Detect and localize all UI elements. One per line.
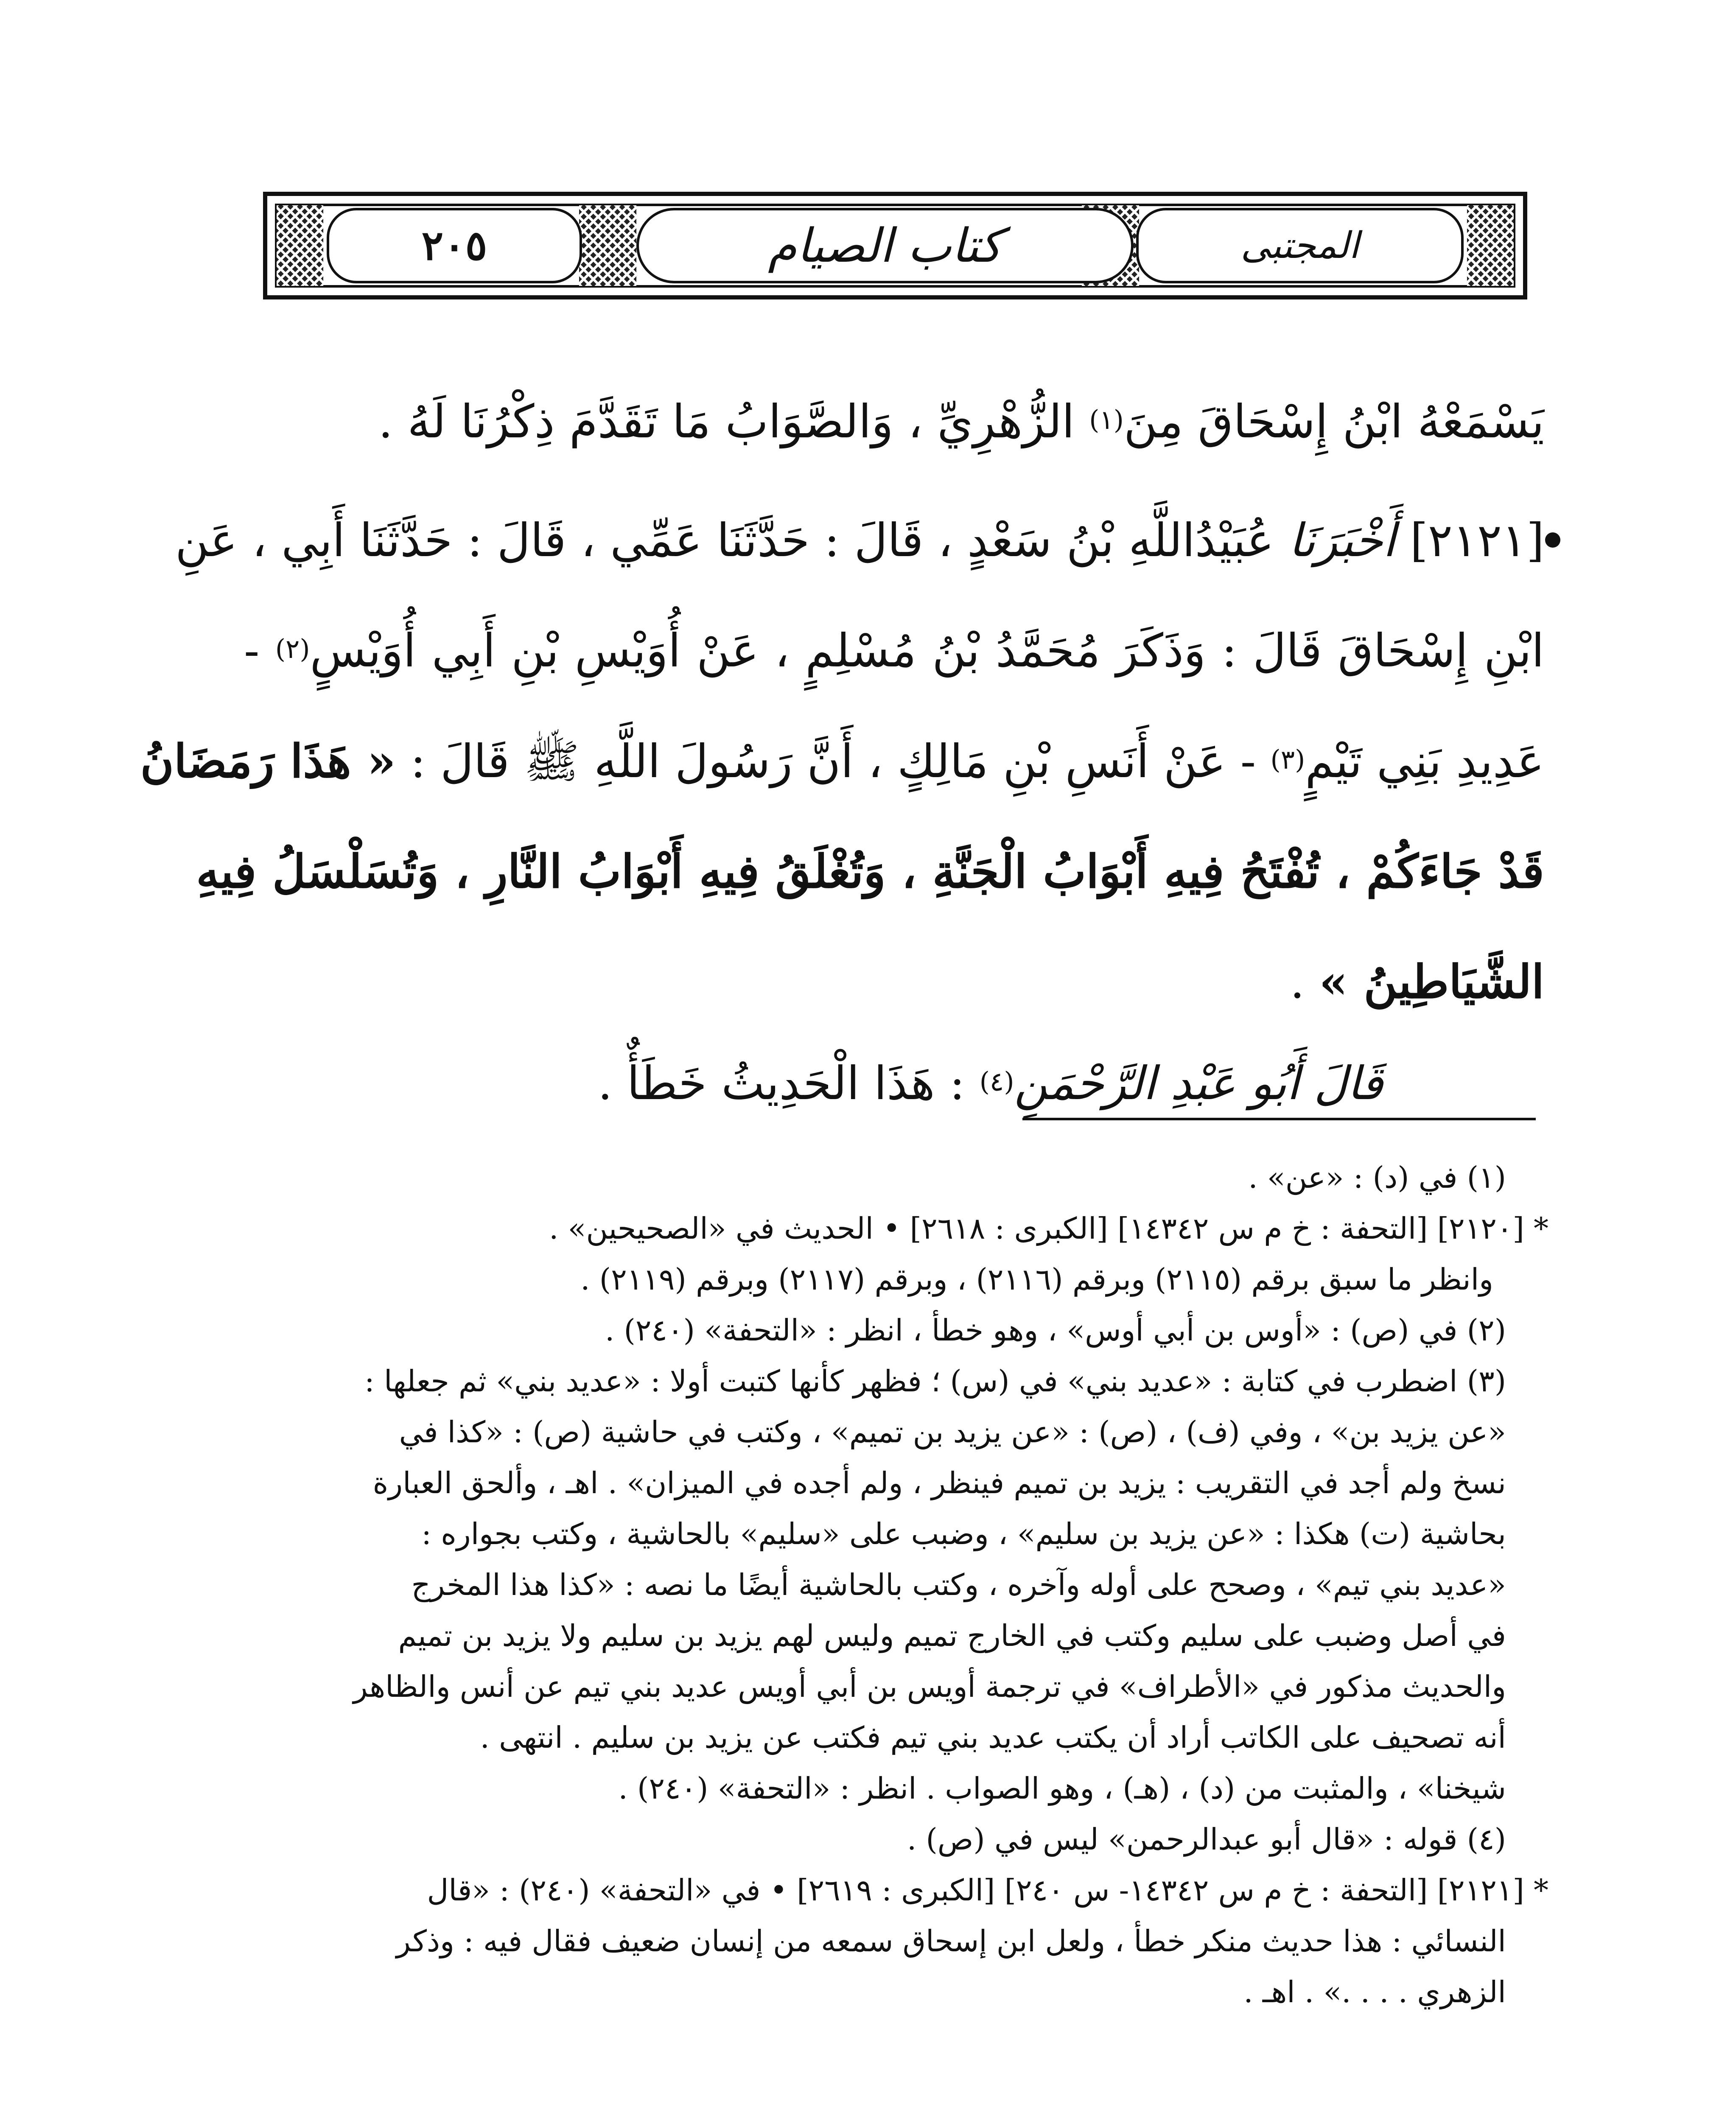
footnote-ref-1: (١) (1089, 404, 1124, 435)
footnote-3-line-1: (٣) اضطرب في كتابة : «عديد بني» في (س) ؛ فظهر كأنها كتبت أولا : «عديد بني» ثم جعلها : (364, 1364, 1506, 1399)
takhrij-2120-cont: وانظر ما سبق برقم (٢١١٥) وبرقم (٢١١٦) ، وبرقم (٢١١٧) وبرقم (٢١١٩) . (580, 1262, 1493, 1297)
footnote-ref-2: (٢) (275, 633, 310, 664)
ornament-pattern-mid-left (579, 205, 636, 286)
takhrij-2121-line-1: * [٢١٢١] [التحفة : خ م س ١٤٣٤٢- س ٢٤٠] [الكبرى : ٢٦١٩] • في «التحفة» (٢٤٠) : «قال (427, 1873, 1548, 1908)
ornament-pattern-right (1467, 205, 1514, 286)
hadith-line-1 (175, 488, 1544, 594)
chapter-title: كتاب الصيام (768, 218, 1002, 273)
text-segment: يَسْمَعْهُ ابْنُ إِسْحَاقَ مِنَ (1123, 395, 1544, 448)
text-line-abu-abdurrahman (244, 1031, 1544, 1143)
page-header (263, 192, 1527, 299)
matn-text: الشَّيَاطِينُ » (1319, 955, 1544, 1009)
matn-text: قَدْ جَاءَكُمْ ، تُفْتَحُ فِيهِ أَبْوَابُ الْجَنَّةِ ، وَتُغْلَقُ فِيهِ أَبْوَابُ النَّارِ ، وَتُسَلْسَلُ فِيهِ (196, 845, 1544, 898)
footnote-4: (٤) قوله : «قال أبو عبدالرحمن» ليس في (ص) . (907, 1822, 1506, 1857)
text-segment: ابْنِ إِسْحَاقَ قَالَ : وَذَكَرَ مُحَمَّدُ بْنُ مُسْلِمٍ ، عَنْ أُوَيْسِ بْنِ أَبِي أُوَيْسٍ (310, 624, 1544, 677)
footnote-3-line-8: أنه تصحيف على الكاتب أراد أن يكتب عديد بني تيم فكتب عن يزيد بن سليم . انتهى . (480, 1720, 1506, 1755)
footnote-3-line-6: في أصل وضبب على سليم وكتب في الخارج تميم وليس لهم يزيد بن سليم ولا يزيد بن تميم (398, 1618, 1506, 1653)
series-name-cartouche (1136, 208, 1464, 283)
ornament-pattern-left (277, 205, 323, 286)
text-segment: . (1290, 956, 1319, 1009)
page-number: ٢٠٥ (421, 221, 487, 269)
footnote-2: (٢) في (ص) : «أوس بن أبي أوس» ، وهو خطأ ، انظر : «التحفة» (٢٤٠) . (605, 1313, 1506, 1348)
text-segment: عُبَيْدُاللَّهِ بْنُ سَعْدٍ ، قَالَ : حَدَّثَنَا عَمِّي ، قَالَ : حَدَّثَنَا أَبِي ، عَنِ (175, 514, 1289, 567)
takhrij-2121-line-2: النسائي : هذا حديث منكر خطأ ، ولعل ابن إسحاق سمعه من إنسان ضعيف فقال فيه : وذكر (396, 1924, 1506, 1959)
hadith-line-4 (196, 819, 1544, 925)
footnote-3-line-4: بحاشية (ت) هكذا : «عن يزيد بن سليم» ، وضبب على «سليم» بالحاشية ، وكتب بجواره : (421, 1517, 1506, 1551)
footnote-3-line-5: «عديد بني تيم» ، وصحح على أوله وآخره ، وكتب بالحاشية أيضًا ما نصه : «كذا هذا المخرج (411, 1567, 1506, 1602)
footnote-ref-3: (٣) (1270, 744, 1305, 775)
footnote-separator (1022, 1118, 1536, 1120)
page-number-cartouche (327, 208, 582, 283)
text-segment: الزُّهْرِيِّ ، وَالصَّوَابُ مَا تَقَدَّمَ ذِكْرُنَا لَهُ . (378, 395, 1089, 448)
series-name: المجتبى (1240, 224, 1359, 267)
text-segment: عَدِيدِ بَنِي تَيْمٍ (1305, 735, 1544, 788)
hadith-bullet (1545, 532, 1560, 548)
main-text (140, 369, 1544, 1133)
hadith-line-5 (244, 929, 1544, 1035)
text-segment: - (244, 624, 275, 677)
takhrij-2120: * [٢١٢٠] [التحفة : خ م س ١٤٣٤٢] [الكبرى : ٢٦١٨] • الحديث في «الصحيحين» . (549, 1211, 1548, 1246)
footnote-ref-4: (٤) (979, 1066, 1014, 1097)
chapter-title-cartouche (636, 208, 1134, 283)
text-line-1 (244, 369, 1544, 481)
matn-text: « هَذَا رَمَضَانُ (140, 735, 396, 788)
footnote-3-line-7: والحديث مذكور في «الأطراف» في ترجمة أويس بن أبي أويس عديد بني تيم عن أنس والظاهر (353, 1669, 1506, 1704)
footnote-3-line-9: شيخنا» ، والمثبت من (د) ، (هـ) ، وهو الصواب . انظر : «التحفة» (٢٤٠) . (618, 1771, 1506, 1806)
takhrij-2121-line-3: الزهري . . . .» . اهـ . (1243, 1975, 1506, 2009)
hadith-number: [٢١٢١] (1410, 514, 1544, 567)
abu-abdurrahman-label: قَالَ أَبُو عَبْدِ الرَّحْمَنِ (1014, 1057, 1383, 1110)
hadith-line-3 (140, 708, 1544, 821)
footnotes (174, 1154, 1548, 2121)
footnote-3-line-3: نسخ ولم أجد في التقريب : يزيد بن تميم فينظر ، ولم أجده في الميزان» . اهـ ، وألحق العبارة (372, 1466, 1506, 1500)
text-segment: : هَذَا الْحَدِيثُ خَطَأٌ . (598, 1057, 980, 1110)
hadith-line-2 (244, 598, 1544, 711)
text-segment: - عَنْ أَنَسِ بْنِ مَالِكٍ ، أَنَّ رَسُولَ اللَّهِ ﷺ قَالَ : (395, 735, 1271, 788)
footnote-1: (١) في (د) : «عن» . (1248, 1160, 1506, 1195)
akhbarana-word: أَخْبَرَنَا (1288, 514, 1396, 567)
footnote-3-line-2: «عن يزيد بن» ، وفي (ف) ، (ص) : «عن يزيد بن تميم» ، وكتب في حاشية (ص) : «كذا في (399, 1415, 1506, 1449)
